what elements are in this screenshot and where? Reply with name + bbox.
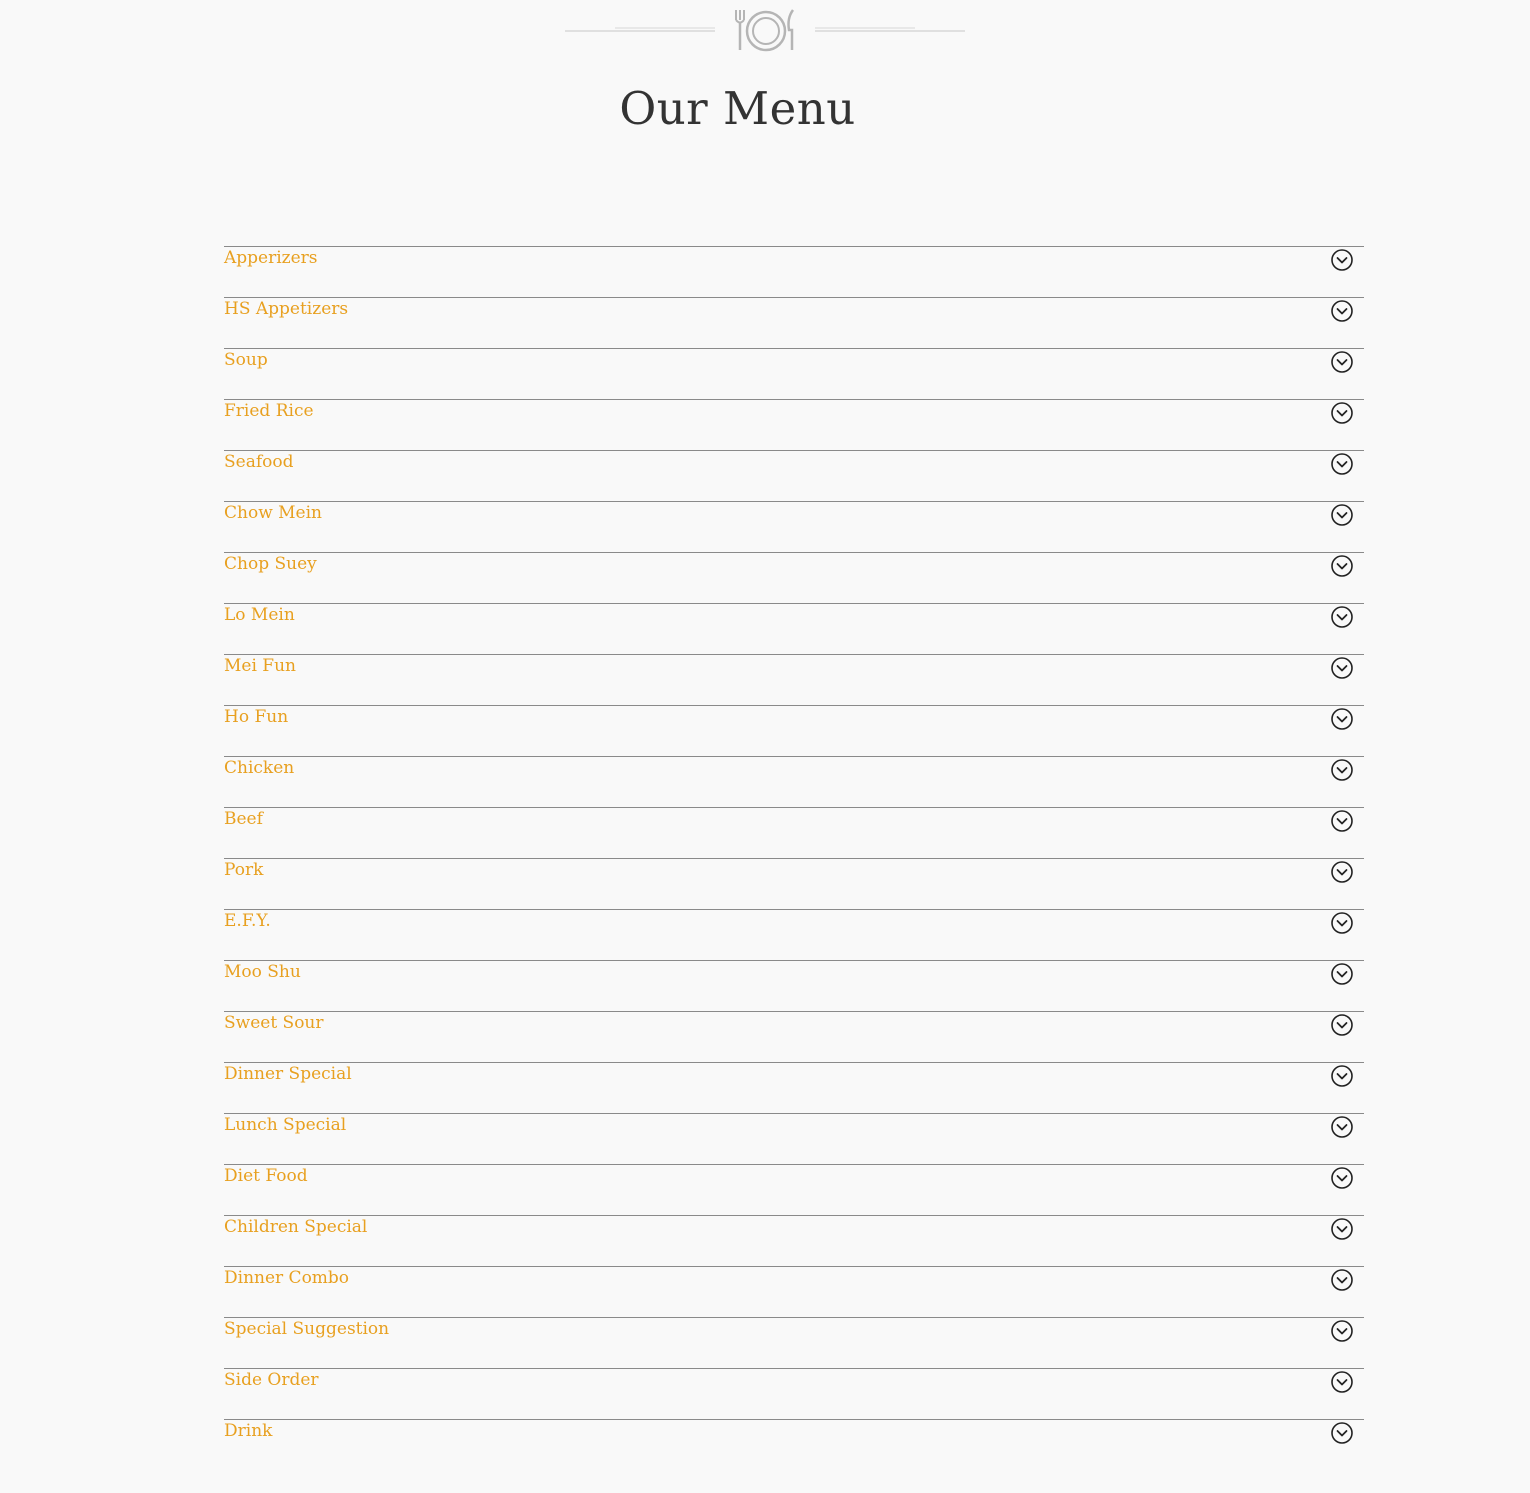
menu-category-item[interactable] [224,1317,1364,1368]
chevron-down-circle-icon[interactable] [1331,1371,1353,1393]
chevron-down-circle-icon[interactable] [1331,249,1353,271]
menu-category-label[interactable]: E.F.Y. [224,911,271,931]
menu-category-label[interactable]: Apperizers [224,248,318,268]
menu-category-item[interactable] [224,1062,1364,1113]
menu-category-label[interactable]: Fried Rice [224,401,314,421]
menu-category-label[interactable]: Moo Shu [224,962,301,982]
header-ornament [0,0,1530,60]
menu-category-item[interactable] [224,552,1364,603]
menu-category-item[interactable] [224,1113,1364,1164]
menu-category-label[interactable]: Pork [224,860,264,880]
menu-category-label[interactable]: Lo Mein [224,605,295,625]
chevron-down-circle-icon[interactable] [1331,1320,1353,1342]
menu-category-label[interactable]: Drink [224,1421,273,1441]
menu-category-label[interactable]: Beef [224,809,263,829]
menu-category-label[interactable]: Dinner Special [224,1064,352,1084]
chevron-down-circle-icon[interactable] [1331,300,1353,322]
menu-category-item[interactable] [224,858,1364,909]
menu-category-label[interactable]: Chicken [224,758,295,778]
menu-category-item[interactable] [224,1419,1364,1470]
chevron-down-circle-icon[interactable] [1331,555,1353,577]
menu-category-item[interactable] [224,1164,1364,1215]
menu-category-item[interactable] [224,807,1364,858]
menu-category-label[interactable]: Lunch Special [224,1115,347,1135]
menu-category-label[interactable]: Chow Mein [224,503,322,523]
menu-category-item[interactable] [224,909,1364,960]
menu-category-label[interactable]: Children Special [224,1217,368,1237]
fork-plate-knife-icon [0,0,1530,60]
menu-category-label[interactable]: Chop Suey [224,554,317,574]
menu-category-item[interactable] [224,603,1364,654]
chevron-down-circle-icon[interactable] [1331,912,1353,934]
menu-category-label[interactable]: Side Order [224,1370,319,1390]
menu-category-label[interactable]: Ho Fun [224,707,289,727]
menu-category-item[interactable] [224,1215,1364,1266]
chevron-down-circle-icon[interactable] [1331,1065,1353,1087]
chevron-down-circle-icon[interactable] [1331,1218,1353,1240]
page-title: Our Menu [619,82,856,135]
chevron-down-circle-icon[interactable] [1331,657,1353,679]
menu-category-item[interactable] [224,705,1364,756]
menu-category-item[interactable] [224,1011,1364,1062]
menu-category-item[interactable] [224,960,1364,1011]
menu-category-item[interactable] [224,297,1364,348]
menu-category-label[interactable]: Sweet Sour [224,1013,324,1033]
chevron-down-circle-icon[interactable] [1331,504,1353,526]
chevron-down-circle-icon[interactable] [1331,351,1353,373]
menu-category-label[interactable]: Diet Food [224,1166,308,1186]
menu-category-item[interactable] [224,450,1364,501]
menu-category-item[interactable] [224,1266,1364,1317]
menu-category-item[interactable] [224,246,1364,297]
menu-category-label[interactable]: Dinner Combo [224,1268,350,1288]
chevron-down-circle-icon[interactable] [1331,759,1353,781]
menu-category-item[interactable] [224,654,1364,705]
menu-category-list [224,246,1364,1470]
menu-category-item[interactable] [224,756,1364,807]
chevron-down-circle-icon[interactable] [1331,810,1353,832]
chevron-down-circle-icon[interactable] [1331,1422,1353,1444]
chevron-down-circle-icon[interactable] [1331,1116,1353,1138]
menu-category-label[interactable]: Seafood [224,452,294,472]
menu-category-item[interactable] [224,501,1364,552]
chevron-down-circle-icon[interactable] [1331,606,1353,628]
menu-category-label[interactable]: Soup [224,350,268,370]
chevron-down-circle-icon[interactable] [1331,963,1353,985]
chevron-down-circle-icon[interactable] [1331,708,1353,730]
chevron-down-circle-icon[interactable] [1331,861,1353,883]
chevron-down-circle-icon[interactable] [1331,453,1353,475]
chevron-down-circle-icon[interactable] [1331,1269,1353,1291]
chevron-down-circle-icon[interactable] [1331,1014,1353,1036]
menu-category-item[interactable] [224,348,1364,399]
chevron-down-circle-icon[interactable] [1331,402,1353,424]
menu-category-label[interactable]: Special Suggestion [224,1319,390,1339]
menu-category-item[interactable] [224,399,1364,450]
chevron-down-circle-icon[interactable] [1331,1167,1353,1189]
menu-category-label[interactable]: Mei Fun [224,656,297,676]
menu-category-item[interactable] [224,1368,1364,1419]
menu-category-label[interactable]: HS Appetizers [224,299,349,319]
